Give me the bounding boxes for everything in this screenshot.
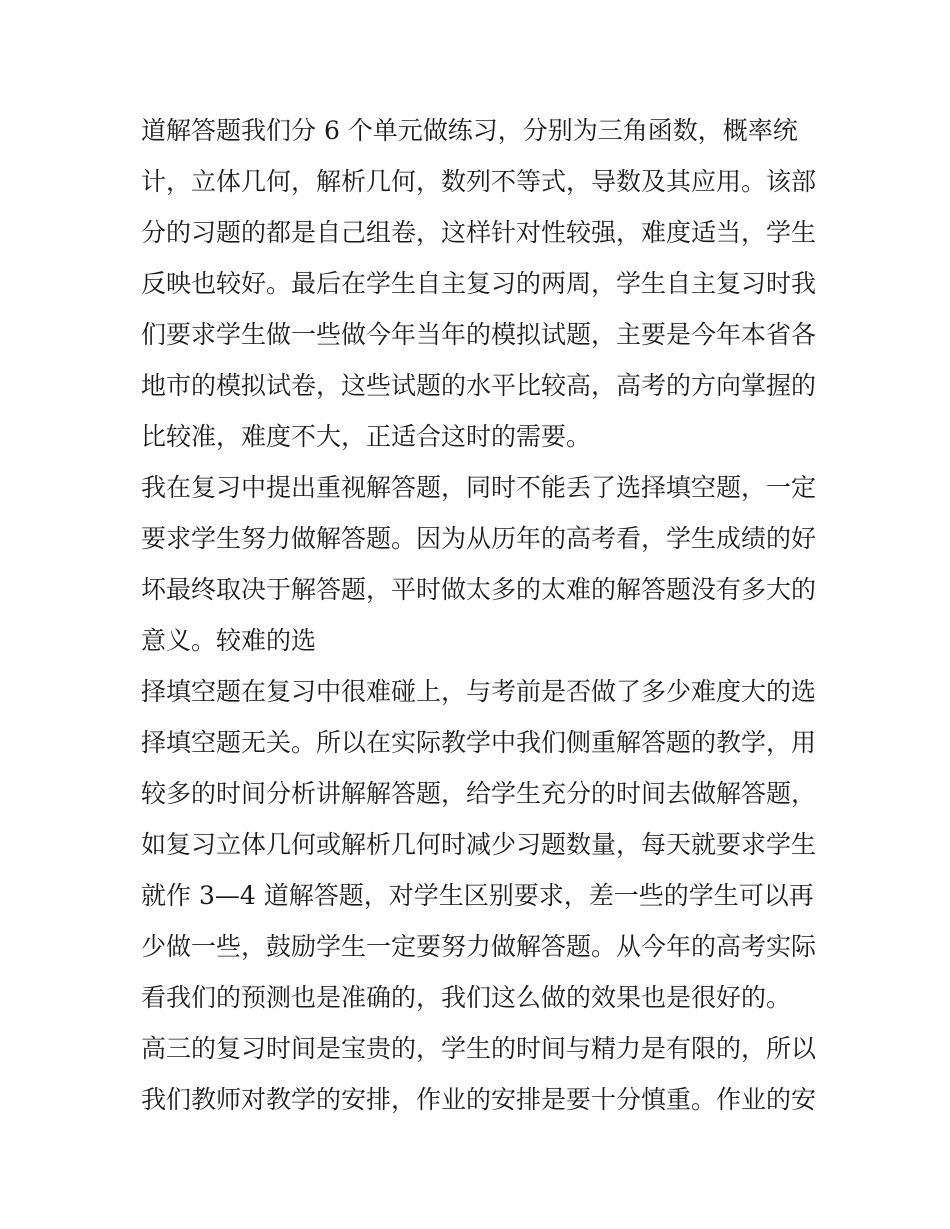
text-line: 计，立体几何，解析几何，数列不等式，导数及其应用。该部 bbox=[141, 167, 817, 196]
text-line: 坏最终取决于解答题，平时做太多的太难的解答题没有多大的 bbox=[141, 575, 817, 604]
text-line: 要求学生努力做解答题。因为从历年的高考看，学生成绩的好 bbox=[141, 524, 817, 553]
text-line: 看我们的预测也是准确的，我们这么做的效果也是很好的。 bbox=[141, 983, 792, 1012]
text-line: 反映也较好。最后在学生自主复习的两周，学生自主复习时我 bbox=[141, 269, 817, 298]
text-line: 择填空题无关。所以在实际教学中我们侧重解答题的教学，用 bbox=[141, 728, 817, 757]
text-line: 分的习题的都是自己组卷，这样针对性较强，难度适当，学生 bbox=[141, 218, 817, 247]
text-line: 如复习立体几何或解析几何时减少习题数量，每天就要求学生 bbox=[141, 830, 817, 859]
text-line: 们要求学生做一些做今年当年的模拟试题，主要是今年本省各 bbox=[141, 320, 817, 349]
text-line: 少做一些，鼓励学生一定要努力做解答题。从今年的高考实际 bbox=[141, 932, 817, 961]
text-line: 高三的复习时间是宝贵的，学生的时间与精力是有限的，所以 bbox=[141, 1034, 817, 1063]
text-line: 就作 3—4 道解答题，对学生区别要求，差一些的学生可以再 bbox=[141, 881, 814, 910]
text-line: 地市的模拟试卷，这些试题的水平比较高，高考的方向掌握的 bbox=[141, 371, 817, 400]
text-line: 意义。较难的选 bbox=[141, 626, 317, 655]
text-line: 择填空题在复习中很难碰上，与考前是否做了多少难度大的选 bbox=[141, 677, 817, 706]
text-line: 我们教师对教学的安排，作业的安排是要十分慎重。作业的安 bbox=[141, 1085, 817, 1114]
text-line: 道解答题我们分 6 个单元做练习，分别为三角函数，概率统 bbox=[141, 116, 798, 145]
text-line: 较多的时间分析讲解解答题，给学生充分的时间去做解答题， bbox=[141, 779, 817, 808]
text-line: 我在复习中提出重视解答题，同时不能丢了选择填空题，一定 bbox=[141, 473, 817, 502]
text-line: 比较准，难度不大，正适合这时的需要。 bbox=[141, 422, 592, 451]
document-body bbox=[141, 110, 821, 1130]
